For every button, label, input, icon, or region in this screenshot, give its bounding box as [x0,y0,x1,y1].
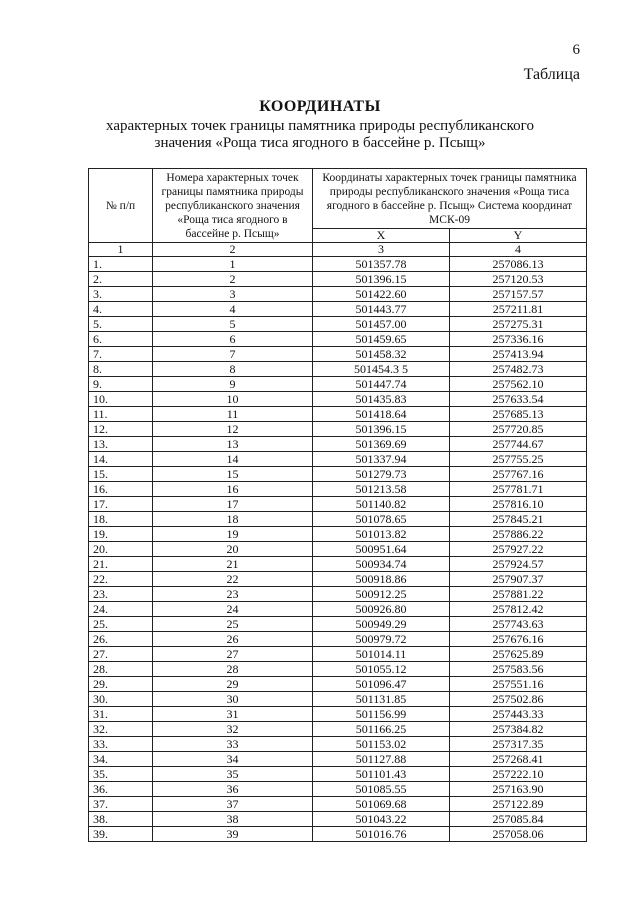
coord-y: 257633.54 [450,392,587,407]
row-index: 9. [89,377,153,392]
point-number: 14 [153,452,313,467]
coordinates-table [88,168,587,842]
row-index: 16. [89,482,153,497]
coord-y: 257443.33 [450,707,587,722]
header-row-number: № п/п [89,169,153,243]
row-index: 3. [89,287,153,302]
table-row [89,317,587,332]
coord-y: 257625.89 [450,647,587,662]
point-number: 19 [153,527,313,542]
column-number: 2 [153,243,313,257]
coord-y: 257744.67 [450,437,587,452]
coord-y: 257781.71 [450,482,587,497]
coord-y: 257502.86 [450,692,587,707]
coord-x: 500949.29 [313,617,450,632]
point-number: 39 [153,827,313,842]
table-row [89,722,587,737]
row-index: 36. [89,782,153,797]
row-index: 26. [89,632,153,647]
column-number: 4 [450,243,587,257]
table-row [89,557,587,572]
coord-x: 501396.15 [313,422,450,437]
row-index: 13. [89,437,153,452]
point-number: 22 [153,572,313,587]
coord-x: 500951.64 [313,542,450,557]
coord-y: 257275.31 [450,317,587,332]
row-index: 32. [89,722,153,737]
point-number: 34 [153,752,313,767]
coord-x: 501156.99 [313,707,450,722]
coord-y: 257085.84 [450,812,587,827]
row-index: 17. [89,497,153,512]
row-index: 29. [89,677,153,692]
table-row [89,827,587,842]
coord-x: 501337.94 [313,452,450,467]
row-index: 24. [89,602,153,617]
coord-x: 501014.11 [313,647,450,662]
coord-x: 501454.3 5 [313,362,450,377]
point-number: 30 [153,692,313,707]
point-number: 13 [153,437,313,452]
coord-y: 257211.81 [450,302,587,317]
table-row [89,692,587,707]
coord-x: 500918.86 [313,572,450,587]
coord-x: 501166.25 [313,722,450,737]
coord-x: 501096.47 [313,677,450,692]
point-number: 27 [153,647,313,662]
coord-y: 257812.42 [450,602,587,617]
point-number: 23 [153,587,313,602]
coord-x: 501127.88 [313,752,450,767]
table-row [89,452,587,467]
table-row [89,437,587,452]
coord-x: 501043.22 [313,812,450,827]
column-number: 3 [313,243,450,257]
point-number: 15 [153,467,313,482]
table-row [89,587,587,602]
coord-y: 257268.41 [450,752,587,767]
row-index: 11. [89,407,153,422]
document-subtitle [60,118,580,152]
coord-x: 501055.12 [313,662,450,677]
table-row [89,782,587,797]
table-row [89,767,587,782]
coord-y: 257317.35 [450,737,587,752]
subtitle-line-2: значения «Роща тиса ягодного в бассейне р. Псыщ» [154,135,486,151]
point-number: 29 [153,677,313,692]
point-number: 4 [153,302,313,317]
point-number: 18 [153,512,313,527]
coord-y: 257907.37 [450,572,587,587]
point-number: 5 [153,317,313,332]
coord-y: 257816.10 [450,497,587,512]
subtitle-line-1: характерных точек границы памятника природы республиканского [106,118,534,134]
table-row [89,407,587,422]
coord-x: 501357.78 [313,257,450,272]
table-row [89,272,587,287]
point-number: 11 [153,407,313,422]
table-row [89,377,587,392]
table-row [89,302,587,317]
coord-y: 257881.22 [450,587,587,602]
table-row [89,362,587,377]
table-row [89,512,587,527]
row-index: 23. [89,587,153,602]
table-row [89,392,587,407]
coord-x: 501078.65 [313,512,450,527]
coord-y: 257720.85 [450,422,587,437]
table-row [89,347,587,362]
coord-x: 500934.74 [313,557,450,572]
row-index: 21. [89,557,153,572]
row-index: 5. [89,317,153,332]
coord-y: 257384.82 [450,722,587,737]
document-title: КООРДИНАТЫ [259,98,381,115]
table-row [89,602,587,617]
coord-y: 257058.06 [450,827,587,842]
table-row [89,287,587,302]
coord-x: 500912.25 [313,587,450,602]
coord-y: 257743.63 [450,617,587,632]
coord-y: 257583.56 [450,662,587,677]
row-index: 12. [89,422,153,437]
row-index: 22. [89,572,153,587]
coord-y: 257562.10 [450,377,587,392]
row-index: 20. [89,542,153,557]
row-index: 1. [89,257,153,272]
coord-x: 501443.77 [313,302,450,317]
point-number: 32 [153,722,313,737]
point-number: 9 [153,377,313,392]
point-number: 20 [153,542,313,557]
row-index: 30. [89,692,153,707]
table-row [89,797,587,812]
coord-y: 257685.13 [450,407,587,422]
coord-x: 501140.82 [313,497,450,512]
table-row [89,257,587,272]
point-number: 17 [153,497,313,512]
row-index: 31. [89,707,153,722]
page-number: 6 [572,42,580,58]
coord-y: 257120.53 [450,272,587,287]
point-number: 12 [153,422,313,437]
coord-y: 257551.16 [450,677,587,692]
table-row [89,617,587,632]
coord-x: 501422.60 [313,287,450,302]
coord-y: 257482.73 [450,362,587,377]
header-y: Y [450,229,587,243]
point-number: 7 [153,347,313,362]
point-number: 36 [153,782,313,797]
coord-x: 501435.83 [313,392,450,407]
table-row [89,662,587,677]
point-number: 16 [153,482,313,497]
point-number: 1 [153,257,313,272]
table-label: Таблица [523,66,580,83]
row-index: 6. [89,332,153,347]
table-row [89,542,587,557]
point-number: 31 [153,707,313,722]
coord-y: 257086.13 [450,257,587,272]
coord-x: 501418.64 [313,407,450,422]
coord-y: 257163.90 [450,782,587,797]
header-coordinates: Координаты характерных точек границы памятника природы республиканского значения «Роща тиса ягодного в бассейне р. Псыщ» Система координат МСК-09 [313,169,587,229]
row-index: 34. [89,752,153,767]
coord-x: 500979.72 [313,632,450,647]
coord-x: 501085.55 [313,782,450,797]
row-index: 10. [89,392,153,407]
table-row [89,647,587,662]
coord-x: 501101.43 [313,767,450,782]
coord-x: 501013.82 [313,527,450,542]
point-number: 3 [153,287,313,302]
table-row [89,812,587,827]
coord-x: 501447.74 [313,377,450,392]
coord-y: 257845.21 [450,512,587,527]
table-row [89,482,587,497]
coord-x: 501396.15 [313,272,450,287]
table-row [89,737,587,752]
coord-y: 257927.22 [450,542,587,557]
coord-y: 257222.10 [450,767,587,782]
point-number: 21 [153,557,313,572]
row-index: 2. [89,272,153,287]
point-number: 26 [153,632,313,647]
coord-x: 501131.85 [313,692,450,707]
row-index: 18. [89,512,153,527]
table-row [89,752,587,767]
coord-x: 501457.00 [313,317,450,332]
row-index: 4. [89,302,153,317]
table-row [89,332,587,347]
row-index: 19. [89,527,153,542]
table-row [89,677,587,692]
coord-x: 501069.68 [313,797,450,812]
coord-x: 501279.73 [313,467,450,482]
table-row [89,632,587,647]
point-number: 37 [153,797,313,812]
coord-y: 257413.94 [450,347,587,362]
point-number: 35 [153,767,313,782]
column-number: 1 [89,243,153,257]
table-row [89,527,587,542]
coord-x: 501369.69 [313,437,450,452]
row-index: 14. [89,452,153,467]
table-body [89,257,587,842]
coord-y: 257336.16 [450,332,587,347]
point-number: 6 [153,332,313,347]
row-index: 28. [89,662,153,677]
table-row [89,497,587,512]
row-index: 35. [89,767,153,782]
coord-y: 257676.16 [450,632,587,647]
point-number: 24 [153,602,313,617]
coord-y: 257157.57 [450,287,587,302]
point-number: 38 [153,812,313,827]
header-point-numbers: Номера характерных точек границы памятника природы республиканского значения «Роща тиса ягодного в бассейне р. Псыщ» [153,169,313,243]
row-index: 8. [89,362,153,377]
point-number: 28 [153,662,313,677]
row-index: 27. [89,647,153,662]
row-index: 15. [89,467,153,482]
row-index: 7. [89,347,153,362]
coord-y: 257924.57 [450,557,587,572]
row-index: 38. [89,812,153,827]
row-index: 39. [89,827,153,842]
coord-y: 257755.25 [450,452,587,467]
point-number: 2 [153,272,313,287]
point-number: 8 [153,362,313,377]
table-row [89,422,587,437]
coord-x: 501153.02 [313,737,450,752]
table-row [89,467,587,482]
row-index: 25. [89,617,153,632]
row-index: 37. [89,797,153,812]
coord-x: 501458.32 [313,347,450,362]
point-number: 25 [153,617,313,632]
header-x: X [313,229,450,243]
coord-x: 501213.58 [313,482,450,497]
coord-x: 501016.76 [313,827,450,842]
coord-x: 501459.65 [313,332,450,347]
point-number: 33 [153,737,313,752]
coord-y: 257767.16 [450,467,587,482]
coord-y: 257122.89 [450,797,587,812]
coord-x: 500926.80 [313,602,450,617]
point-number: 10 [153,392,313,407]
table-row [89,572,587,587]
table-row [89,707,587,722]
coord-y: 257886.22 [450,527,587,542]
row-index: 33. [89,737,153,752]
